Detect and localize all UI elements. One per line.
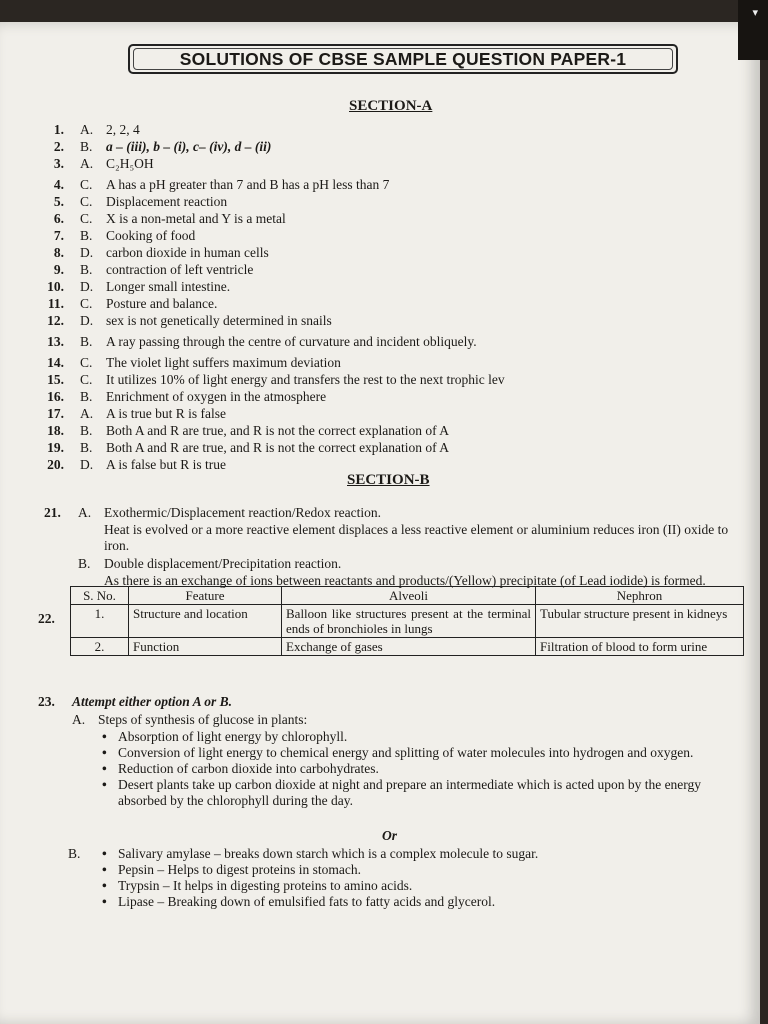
answer-number: 3. xyxy=(53,156,64,171)
mcq-answer-row xyxy=(24,245,744,262)
answer-number: 10. xyxy=(47,279,64,294)
q23-instruction: Attempt either option A or B. xyxy=(72,694,233,709)
answer-text: a – (iii), b – (i), c– (iv), d – (ii) xyxy=(106,139,272,154)
table-row xyxy=(71,638,744,656)
question-number: 22. xyxy=(38,611,55,626)
answer-number: 11. xyxy=(47,296,64,311)
or-separator: Or xyxy=(382,828,398,843)
answer-number: 1. xyxy=(53,122,64,137)
table-header: Alveoli xyxy=(282,587,536,605)
table-header: S. No. xyxy=(71,587,129,605)
answer-number: 20. xyxy=(47,457,64,472)
answer-text: contraction of left ventricle xyxy=(106,262,254,277)
question-number: 21. xyxy=(44,505,61,520)
q23-b-list xyxy=(98,846,746,910)
answer-option: D. xyxy=(80,313,94,328)
bullet-item: • Trypsin – It helps in digesting proteins to amino acids. xyxy=(98,878,746,894)
answer-number: 12. xyxy=(47,313,64,328)
answer-number: 15. xyxy=(47,372,64,387)
answer-option: C. xyxy=(80,177,93,192)
mcq-answer-row xyxy=(24,423,744,440)
answer-text: Cooking of food xyxy=(106,228,196,243)
answer-option: D. xyxy=(80,245,94,260)
table-header: Nephron xyxy=(536,587,744,605)
q21-b-text: As there is an exchange of ions between reactants and products/(Yellow) precipitate (of Lead iodide) is formed. xyxy=(104,573,706,588)
answer-option: D. xyxy=(80,457,94,472)
answer-number: 17. xyxy=(47,406,64,421)
bullet-item: • Reduction of carbon dioxide into carbohydrates. xyxy=(98,761,746,777)
table-cell: Exchange of gases xyxy=(282,638,536,656)
mcq-answer-list xyxy=(24,122,744,472)
mcq-answer-row xyxy=(24,313,744,330)
answer-option: B. xyxy=(80,262,93,277)
answer-option: D. xyxy=(80,279,94,294)
option-label: B. xyxy=(78,556,91,571)
mcq-answer-row xyxy=(24,334,744,351)
q23-a-list xyxy=(98,729,746,809)
answer-option: C. xyxy=(80,211,93,226)
answer-option: B. xyxy=(80,334,93,349)
mcq-answer-row xyxy=(24,177,744,194)
comparison-table xyxy=(70,586,744,656)
option-label: A. xyxy=(78,505,92,520)
answer-text: It utilizes 10% of light energy and transfers the rest to the next trophic lev xyxy=(106,372,505,387)
answer-text: sex is not genetically determined in snails xyxy=(106,313,332,328)
mcq-answer-row xyxy=(24,228,744,245)
page-title xyxy=(128,44,678,74)
mcq-answer-row xyxy=(24,355,744,372)
bullet-item: • Lipase – Breaking down of emulsified fats to fatty acids and glycerol. xyxy=(98,894,746,910)
page-title-text: SOLUTIONS OF CBSE SAMPLE QUESTION PAPER-1 xyxy=(179,48,627,69)
answer-text: The violet light suffers maximum deviation xyxy=(106,355,341,370)
mcq-answer-row xyxy=(24,139,744,156)
bullet-item: • Salivary amylase – breaks down starch which is a complex molecule to sugar. xyxy=(98,846,746,862)
page-corner xyxy=(738,0,768,60)
table-header: Feature xyxy=(129,587,282,605)
table-cell: 1. xyxy=(71,605,129,638)
option-label: B. xyxy=(68,846,81,861)
answer-number: 4. xyxy=(53,177,64,192)
mcq-answer-row xyxy=(24,296,744,313)
mcq-answer-row xyxy=(24,440,744,457)
answer-text: C₂H₅OH xyxy=(106,156,154,171)
answer-number: 8. xyxy=(53,245,64,260)
table-cell: 2. xyxy=(71,638,129,656)
answer-text: X is a non-metal and Y is a metal xyxy=(106,211,286,226)
answer-number: 7. xyxy=(53,228,64,243)
answer-text: carbon dioxide in human cells xyxy=(106,245,269,260)
corner-mark-icon: ▾ xyxy=(752,6,758,19)
answer-text: Longer small intestine. xyxy=(106,279,231,294)
table-cell: Balloon like structures present at the terminal ends of bronchioles in lungs xyxy=(282,605,536,638)
mcq-answer-row xyxy=(24,211,744,228)
table-cell: Function xyxy=(129,638,282,656)
answer-number: 6. xyxy=(53,211,64,226)
mcq-answer-row xyxy=(24,279,744,296)
bullet-item: • Conversion of light energy to chemical energy and splitting of water molecules into hydrogen and oxygen. xyxy=(98,745,746,761)
answer-option: A. xyxy=(80,156,94,171)
mcq-answer-row xyxy=(24,406,744,423)
mcq-answer-row xyxy=(24,262,744,279)
answer-number: 18. xyxy=(47,423,64,438)
answer-text: A is false but R is true xyxy=(106,457,226,472)
answer-option: C. xyxy=(80,372,93,387)
bullet-item: • Desert plants take up carbon dioxide at night and prepare an intermediate which is acted upon by the energy absorbed by the chlorophyll during the day. xyxy=(98,777,746,809)
table-cell: Tubular structure present in kidneys xyxy=(536,605,744,638)
table-row xyxy=(71,605,744,638)
mcq-answer-row xyxy=(24,122,744,139)
answer-text: Enrichment of oxygen in the atmosphere xyxy=(106,389,327,404)
answer-text: Both A and R are true, and R is not the correct explanation of A xyxy=(106,423,450,438)
section-b-heading: SECTION-B xyxy=(347,472,430,488)
answer-number: 19. xyxy=(47,440,64,455)
answer-text: A ray passing through the centre of curvature and incident obliquely. xyxy=(106,334,477,349)
answer-option: B. xyxy=(80,228,93,243)
answer-option: A. xyxy=(80,406,94,421)
answer-number: 5. xyxy=(53,194,64,209)
answer-option: B. xyxy=(80,389,93,404)
answer-option: B. xyxy=(80,139,93,154)
answer-number: 9. xyxy=(53,262,64,277)
q21-b-title: Double displacement/Precipitation reaction. xyxy=(104,556,342,571)
answer-text: 2, 2, 4 xyxy=(106,122,140,137)
answer-text: A has a pH greater than 7 and B has a pH less than 7 xyxy=(106,177,390,192)
question-number: 23. xyxy=(38,694,55,709)
answer-option: B. xyxy=(80,423,93,438)
answer-option: C. xyxy=(80,296,93,311)
section-a-heading: SECTION-A xyxy=(349,98,433,114)
answer-text: A is true but R is false xyxy=(106,406,226,421)
answer-text: Displacement reaction xyxy=(106,194,228,209)
bullet-item: • Pepsin – Helps to digest proteins in stomach. xyxy=(98,862,746,878)
answer-text: Posture and balance. xyxy=(106,296,218,311)
q21-a-text: Heat is evolved or a more reactive element displaces a less reactive element or aluminium reduces iron (II) oxide to iron. xyxy=(104,522,729,553)
answer-number: 16. xyxy=(47,389,64,404)
q21-a-title: Exothermic/Displacement reaction/Redox reaction. xyxy=(104,505,382,520)
answer-option: B. xyxy=(80,440,93,455)
mcq-answer-row xyxy=(24,372,744,389)
bullet-item: • Absorption of light energy by chlorophyll. xyxy=(98,729,746,745)
answer-number: 13. xyxy=(47,334,64,349)
table-cell: Structure and location xyxy=(129,605,282,638)
mcq-answer-row xyxy=(24,194,744,211)
answer-option: C. xyxy=(80,355,93,370)
answer-number: 14. xyxy=(47,355,64,370)
option-label: A. xyxy=(72,712,86,727)
table-cell: Filtration of blood to form urine xyxy=(536,638,744,656)
answer-number: 2. xyxy=(53,139,64,154)
table-header-row xyxy=(71,587,744,605)
q23-a-title: Steps of synthesis of glucose in plants: xyxy=(98,712,308,727)
answer-option: C. xyxy=(80,194,93,209)
mcq-answer-row xyxy=(24,389,744,406)
answer-option: A. xyxy=(80,122,94,137)
mcq-answer-row xyxy=(24,156,744,173)
answer-text: Both A and R are true, and R is not the correct explanation of A xyxy=(106,440,450,455)
